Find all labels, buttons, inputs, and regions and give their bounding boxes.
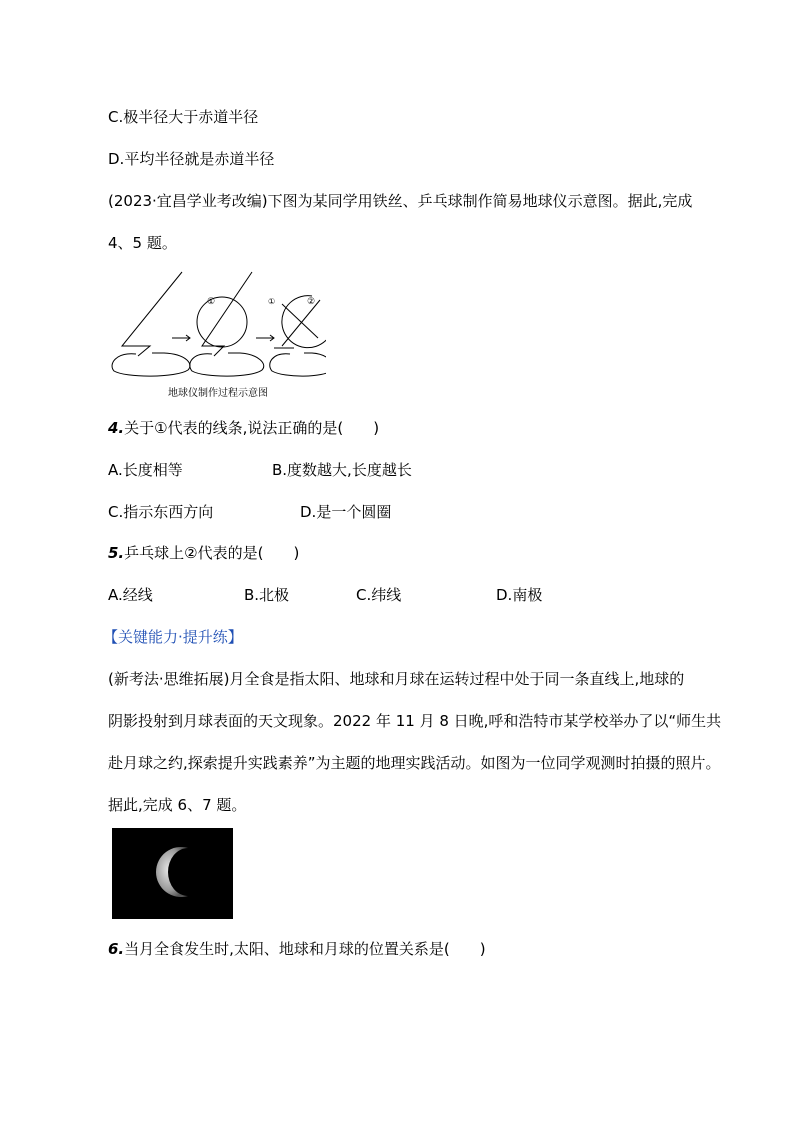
q5-option-a: A.经线 xyxy=(108,586,153,604)
question-6 xyxy=(108,939,486,959)
q4-option-d: D.是一个圆圈 xyxy=(300,503,392,521)
question-4 xyxy=(108,418,379,438)
intro-6-7-line3: 赴月球之约,探索提升实践素养”为主题的地理实践活动。如图为一位同学观测时拍摄的照片。 xyxy=(108,754,721,772)
intro-6-7-line1: (新考法·思维拓展)月全食是指太阳、地球和月球在运转过程中处于同一条直线上,地球的 xyxy=(108,670,685,688)
section-title: 【关键能力·提升练】 xyxy=(103,628,243,646)
globe-making-diagram xyxy=(106,268,326,380)
intro-6-7-line4: 据此,完成 6、7 题。 xyxy=(108,796,247,814)
q5-option-d: D.南极 xyxy=(496,586,543,604)
figure-caption: 地球仪制作过程示意图 xyxy=(168,388,268,399)
q4-option-b: B.度数越大,长度越长 xyxy=(272,461,412,479)
question-5-stem: 乒乓球上②代表的是( ) xyxy=(124,544,300,562)
q5-option-b: B.北极 xyxy=(244,586,290,604)
marker-1-stage3: ① xyxy=(268,297,276,306)
intro-4-5-line1: (2023·宜昌学业考改编)下图为某同学用铁丝、乒乓球制作简易地球仪示意图。据此,完成 xyxy=(108,192,693,210)
question-6-number: 6. xyxy=(108,940,125,958)
marker-2-stage3: ② xyxy=(307,297,316,307)
marker-1-stage2: ① xyxy=(207,297,216,307)
q5-option-c: C.纬线 xyxy=(356,586,402,604)
question-6-stem: 当月全食发生时,太阳、地球和月球的位置关系是( ) xyxy=(124,940,486,958)
q3-option-c: C.极半径大于赤道半径 xyxy=(108,108,259,126)
question-5-number: 5. xyxy=(108,544,125,562)
q4-option-a: A.长度相等 xyxy=(108,461,183,479)
lunar-eclipse-photo xyxy=(112,828,233,919)
intro-6-7-line2: 阴影投射到月球表面的天文现象。2022 年 11 月 8 日晚,呼和浩特市某学校举办了以“师生共 xyxy=(108,712,722,730)
q3-option-d: D.平均半径就是赤道半径 xyxy=(108,150,275,168)
q4-option-c: C.指示东西方向 xyxy=(108,503,214,521)
question-5 xyxy=(108,543,299,563)
intro-4-5-line2: 4、5 题。 xyxy=(108,234,177,252)
question-4-stem: 关于①代表的线条,说法正确的是( ) xyxy=(124,419,380,437)
question-4-number: 4. xyxy=(108,419,125,437)
